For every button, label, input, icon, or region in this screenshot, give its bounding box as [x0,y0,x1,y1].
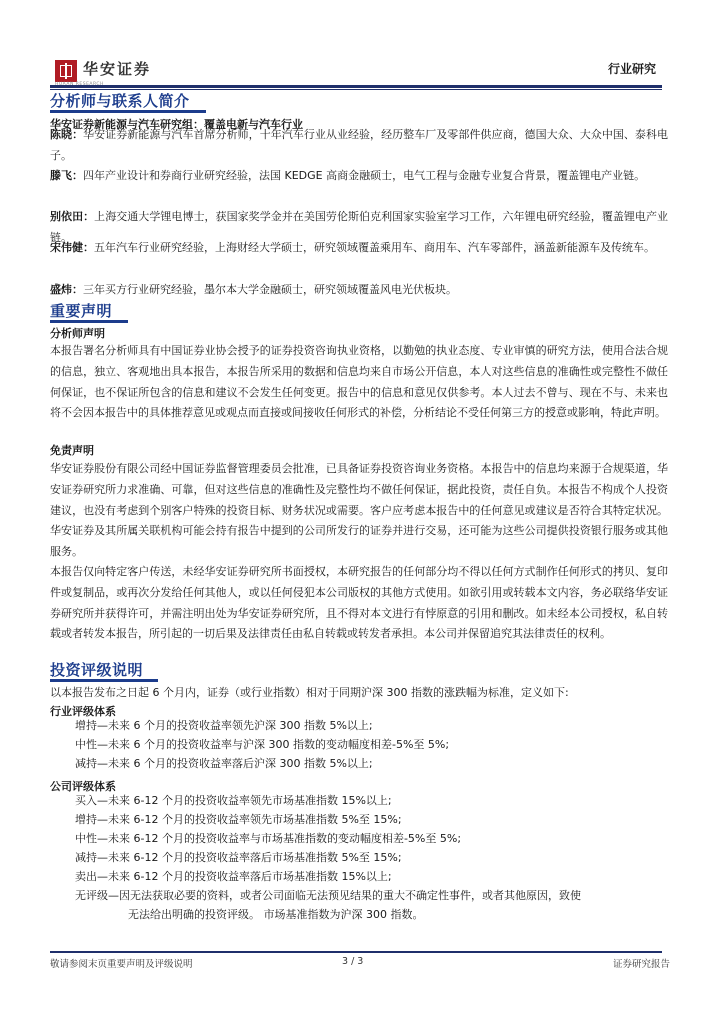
disclaimer-paragraph-1: 华安证券股份有限公司经中国证券监督管理委员会批准，已具备证券投资咨询业务资格。本报告中的信息均来源于合规渠道，华安证券研究所力求准确、可靠，但对这些信息的准确性及完整性均不做任何保证，据此投资，责任自负。本报告不构成个人投资建议，也没有考虑到个别客户特殊的投资目标、财务状况或需要。客户应考虑本报告中的任何意见或建议是否符合其特定状况。华安证券及其所属关联机构可能会持有报告中提到的公司所发行的证券并进行交易，还可能为这些公司提供投资银行服务或其他服务。 [50,462,668,559]
huaan-logo [55,58,165,88]
industry-rating-item: 增持—未来 6 个月的投资收益率领先沪深 300 指数 5%以上; [75,719,373,732]
analyst-bio: 五年汽车行业研究经验，上海财经大学硕士，研究领域覆盖乘用车、商用车、汽车零部件，涵盖新能源车及传统车。 [94,241,655,254]
analyst-bio: 上海交通大学锂电博士，获国家奖学金并在美国劳伦斯伯克利国家实验室学习工作，六年锂电研究经验，覆盖锂电产业链。 [50,210,669,244]
footer-note: 敬请参阅末页重要声明及评级说明 [50,959,193,970]
footer-report-type: 证券研究报告 [612,959,670,970]
analyst-heading: 分析师与联系人简介 [50,92,190,110]
statement-heading: 重要声明 [50,302,113,320]
no-rating-line-1: 无评级—因无法获取必要的资料，或者公司面临无法预见结果的重大不确定性事件，或者其他原因，致使 [75,889,581,902]
rating-intro: 以本报告发布之日起 6 个月内，证券（或行业指数）相对于同期沪深 300 指数的涨跌幅为标准，定义如下: [50,686,569,699]
analyst-name: 宋伟健： [50,241,94,254]
analyst-name: 盛炜： [50,283,83,296]
analyst-team-line: 华安证券新能源与汽车研究组：覆盖电新与汽车行业 [50,118,303,131]
analyst-heading-rule [50,110,206,113]
analyst-name: 别依田： [50,210,95,223]
analyst-statement-text: 本报告署名分析师具有中国证券业协会授予的证券投资咨询执业资格，以勤勉的执业态度、专业审慎的研究方法，使用合法合规的信息，独立、客观地出具本报告，本报告所采用的数据和信息均来自市场公开信息，本人对这些信息的准确性或完整性不做任何保证，也不保证所包含的信息和建议不会发生任何变更。报告中的信息和意见仅供参考。本人过去不曾与、现在不与、未来也将不会因本报告中的具体推荐意见或观点而直接或间接收任何形式的补偿，分析结论不受任何第三方的授意或影响，特此声明。 [50,344,668,420]
analyst-name: 陈晓： [50,128,84,141]
logo-text: 华安证券 [83,60,152,78]
analyst-person-2 [50,166,668,187]
huaan-logo-icon [55,60,77,82]
disclaimer-title: 免责声明 [50,444,94,457]
analyst-person-1 [50,125,668,167]
company-rating-title: 公司评级体系 [50,780,116,793]
analyst-bio: 三年买方行业研究经验，墨尔本大学金融硕士，研究领域覆盖风电光伏板块。 [83,283,457,296]
analyst-person-4 [50,238,668,259]
company-rating-item: 增持—未来 6-12 个月的投资收益率领先市场基准指数 5%至 15%; [75,813,402,826]
analyst-statement-title: 分析师声明 [50,327,105,340]
company-rating-item: 卖出—未来 6-12 个月的投资收益率落后市场基准指数 15%以上; [75,870,392,883]
company-rating-item: 中性—未来 6-12 个月的投资收益率与市场基准指数的变动幅度相差-5%至 5%; [75,832,462,845]
analyst-person-5 [50,280,668,301]
page-number: 3 / 3 [342,956,364,967]
disclaimer-paragraph-2: 本报告仅向特定客户传送，未经华安证券研究所书面授权，本研究报告的任何部分均不得以任何方式制作任何形式的拷贝、复印件或复制品，或再次分发给任何其他人，或以任何侵犯本公司版权的其他方式使用。如欲引用或转载本文内容，务必联络华安证券研究所并获得许可，并需注明出处为华安证券研究所，且不得对本文进行有悖原意的引用和删改。如未经本公司授权，私自转载或者转发本报告，所引起的一切后果及法律责任由私自转载或转发者承担。本公司并保留追究其法律责任的权利。 [50,565,668,641]
no-rating-line-2: 无法给出明确的投资评级。 市场基准指数为沪深 300 指数。 [128,908,424,921]
rating-heading: 投资评级说明 [50,661,144,679]
industry-rating-item: 减持—未来 6 个月的投资收益率落后沪深 300 指数 5%以上; [75,757,373,770]
company-rating-item: 买入—未来 6-12 个月的投资收益率领先市场基准指数 15%以上; [75,794,392,807]
section-label: 行业研究 [607,62,656,76]
analyst-bio: 华安证券新能源与汽车首席分析师，十年汽车行业从业经验，经历整车厂及零部件供应商，德国大众、大众中国、泰科电子。 [50,128,668,162]
header-rule [50,85,662,88]
footer-rule [50,951,662,953]
analyst-name: 滕飞： [50,169,83,182]
statement-heading-rule [50,320,128,323]
industry-rating-item: 中性—未来 6 个月的投资收益率与沪深 300 指数的变动幅度相差-5%至 5%; [75,738,450,751]
rating-heading-rule [50,679,158,682]
page-header [50,56,662,88]
analyst-bio: 四年产业设计和券商行业研究经验，法国 KEDGE 高商金融硕士，电气工程与金融专业复合背景，覆盖锂电产业链。 [83,169,646,182]
company-rating-item: 减持—未来 6-12 个月的投资收益率落后市场基准指数 5%至 15%; [75,851,402,864]
industry-rating-title: 行业评级体系 [50,705,116,718]
